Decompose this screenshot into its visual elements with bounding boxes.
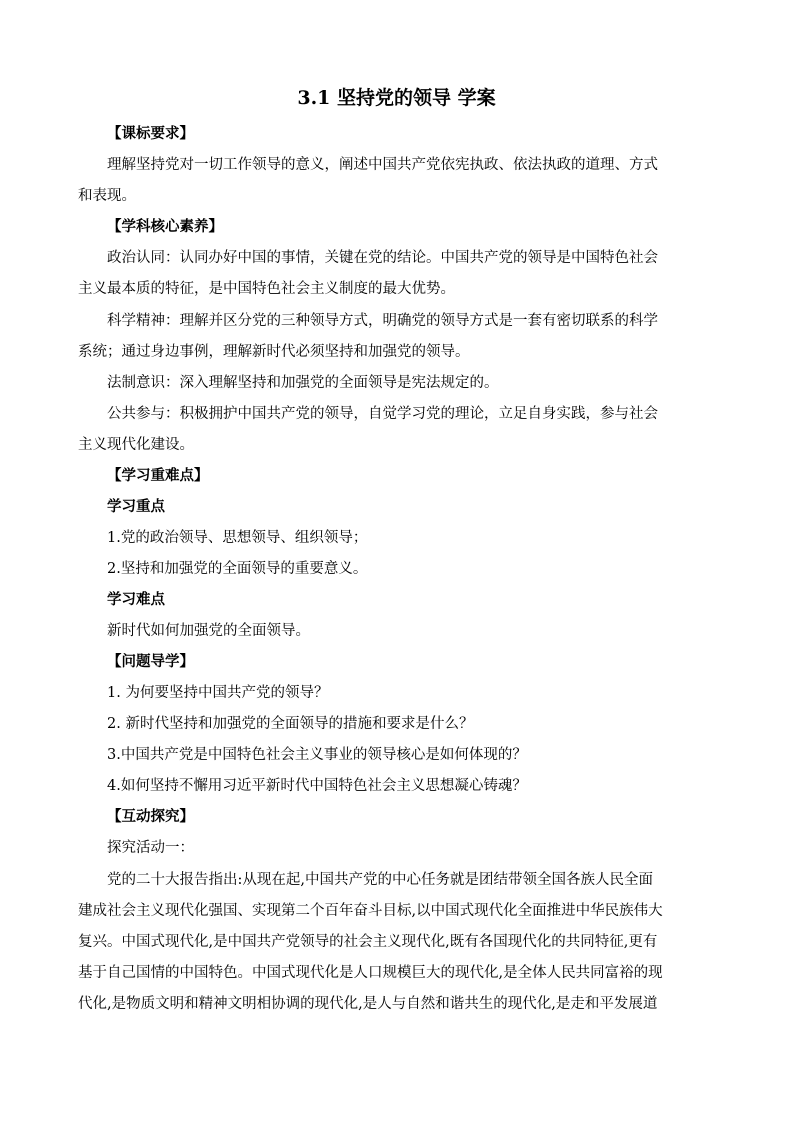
paragraph-line: 建成社会主义现代化强国、实现第二个百年奋斗目标,以中国式现代化全面推进中华民族伟大: [78, 903, 663, 919]
paragraph-line: 系统；通过身边事例，理解新时代必须坚持和加强党的领导。: [78, 344, 470, 360]
list-item: 3.中国共产党是中国特色社会主义事业的领导核心是如何体现的？: [107, 747, 527, 763]
paragraph-line: 复兴。中国式现代化,是中国共产党领导的社会主义现代化,既有各国现代化的共同特征,更有: [78, 934, 658, 950]
paragraph-line: 科学精神：理解并区分党的三种领导方式，明确党的领导方式是一套有密切联系的科学: [107, 313, 658, 329]
paragraph-line: 代化,是物质文明和精神文明相协调的现代化,是人与自然和谐共生的现代化,是走和平发展道: [78, 996, 658, 1012]
paragraph-line: 基于自己国情的中国特色。中国式现代化是人口规模巨大的现代化,是全体人民共同富裕的现: [78, 965, 663, 981]
section-heading-kebiao: 【课标要求】: [107, 125, 194, 142]
paragraph-line: 法制意识：深入理解坚持和加强党的全面领导是宪法规定的。: [107, 375, 499, 391]
paragraph-line: 主义最本质的特征，是中国特色社会主义制度的最大优势。: [78, 281, 455, 297]
section-heading-zhongnan: 【学习重难点】: [107, 467, 209, 484]
section-heading-hudong: 【互动探究】: [107, 808, 194, 825]
list-item: 1. 为何要坚持中国共产党的领导？: [107, 685, 329, 701]
paragraph-line: 公共参与：积极拥护中国共产党的领导，自觉学习党的理论，立足自身实践，参与社会: [107, 406, 658, 422]
list-item: 2.坚持和加强党的全面领导的重要意义。: [107, 561, 368, 577]
subheading-nandian: 学习难点: [107, 591, 165, 608]
section-heading-wenti: 【问题导学】: [107, 653, 194, 670]
list-item: 1.党的政治领导、思想领导、组织领导；: [107, 530, 368, 546]
activity-label: 探究活动一：: [107, 840, 194, 856]
paragraph-line: 政治认同：认同办好中国的事情，关键在党的结论。中国共产党的领导是中国特色社会: [107, 250, 658, 266]
paragraph-line: 新时代如何加强党的全面领导。: [107, 623, 310, 639]
list-item: 4.如何坚持不懈用习近平新时代中国特色社会主义思想凝心铸魂？: [107, 778, 527, 794]
subheading-zhongdian: 学习重点: [107, 498, 165, 515]
paragraph-line: 党的二十大报告指出:从现在起,中国共产党的中心任务就是团结带领全国各族人民全面: [107, 872, 653, 888]
list-item: 2. 新时代坚持和加强党的全面领导的措施和要求是什么？: [107, 716, 474, 732]
paragraph-line: 和表现。: [78, 188, 136, 204]
section-heading-suyang: 【学科核心素养】: [107, 218, 223, 235]
paragraph-line: 主义现代化建设。: [78, 437, 194, 453]
document-title: 3.1 坚持党的领导 学案: [297, 87, 496, 109]
paragraph-line: 理解坚持党对一切工作领导的意义，阐述中国共产党依宪执政、依法执政的道理、方式: [107, 157, 658, 173]
